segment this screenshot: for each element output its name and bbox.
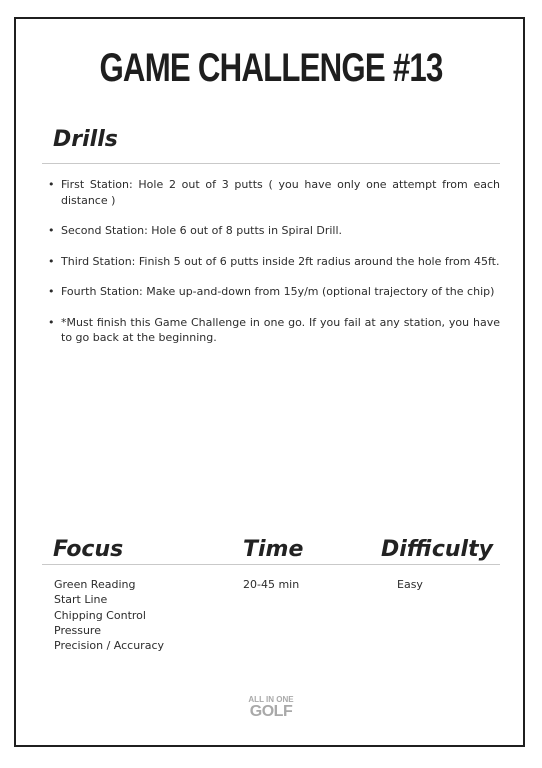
bullet-icon: • (48, 315, 55, 329)
time-heading: Time (243, 537, 304, 562)
drill-item-text: Fourth Station: Make up-and-down from 15y/m (optional trajectory of the chip) (61, 285, 495, 298)
drill-item (48, 315, 500, 346)
focus-item: Chipping Control (54, 608, 146, 622)
drill-item-text: *Must finish this Game Challenge in one go. If you fail at any station, you have to go back at the beginning. (61, 315, 500, 344)
focus-item: Precision / Accuracy (54, 639, 164, 653)
drill-item (48, 284, 500, 300)
page-title: GAME CHALLENGE #13 (99, 46, 443, 90)
difficulty-value: Easy (397, 578, 423, 591)
drill-item (48, 254, 500, 270)
difficulty-heading: Difficulty (381, 537, 493, 562)
bullet-icon: • (48, 285, 55, 298)
focus-item: Start Line (54, 593, 108, 607)
focus-item: Green Reading (54, 578, 136, 591)
brand-logo (236, 695, 306, 720)
time-value: 20-45 min (243, 578, 300, 591)
drill-item (48, 177, 500, 208)
bullet-icon: • (48, 224, 55, 237)
bullet-icon: • (48, 178, 55, 191)
bullet-icon: • (48, 254, 55, 268)
drills-heading: Drills (53, 127, 118, 152)
drill-item-text: Second Station: Hole 6 out of 8 putts in Spiral Drill. (61, 224, 343, 237)
drill-item-text: First Station: Hole 2 out of 3 putts ( you have only one attempt from each distance ) (61, 178, 500, 207)
drills-divider (42, 163, 500, 164)
drill-item (48, 223, 500, 239)
focus-list (54, 577, 164, 653)
focus-heading: Focus (53, 537, 124, 562)
logo-top-text: ALL IN ONE (248, 695, 294, 704)
drills-list (48, 177, 500, 361)
focus-item: Pressure (54, 623, 101, 637)
logo-bottom-text: GOLF (249, 703, 293, 720)
summary-divider (42, 564, 500, 565)
drill-item-text: Third Station: Finish 5 out of 6 putts inside 2ft radius around the hole from 45ft. (61, 254, 500, 268)
